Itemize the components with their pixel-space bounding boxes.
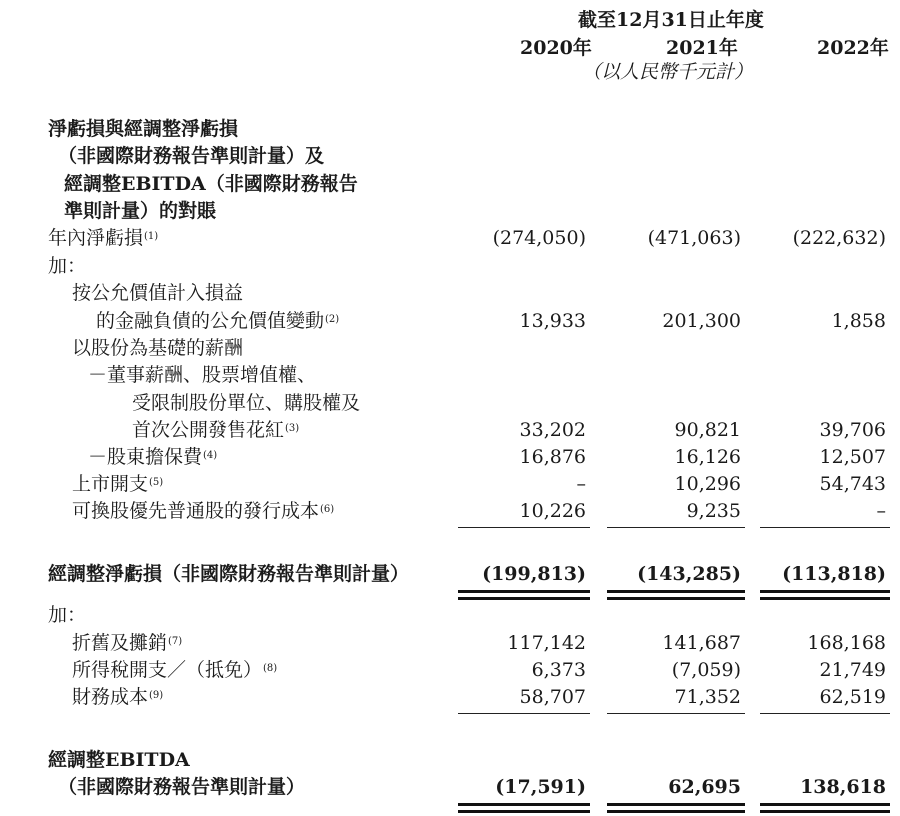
- finance-cost-note: (9): [149, 690, 164, 701]
- depreciation-note: (7): [168, 636, 183, 647]
- guarantee-2020: 16,876: [519, 446, 586, 468]
- issuance-2021: 9,235: [686, 500, 741, 522]
- ebitda-subtotal-rule-2020: [458, 713, 590, 714]
- ebitda-double-rule-bottom-2022: [760, 810, 890, 813]
- fvtpl-2022: 1,858: [831, 310, 886, 332]
- guarantee-label: －股東擔保費$^{(4)}$: [88, 446, 218, 468]
- listing-2020: –: [576, 473, 586, 495]
- issuance-note: (6): [320, 504, 335, 515]
- guarantee-note: (4): [203, 450, 218, 461]
- adj-ebitda-label-line-2: （非國際財務報告準則計量）: [58, 776, 306, 798]
- ebitda-double-rule-bottom-2020: [458, 810, 590, 813]
- listing-2021: 10,296: [674, 473, 741, 495]
- depreciation-2022: 168,168: [807, 632, 886, 654]
- double-rule-top-2020: [458, 590, 590, 593]
- listing-label: 上市開支$^{(5)}$: [72, 473, 164, 495]
- listing-note: (5): [149, 477, 164, 488]
- guarantee-2022: 12,507: [819, 446, 886, 468]
- net-loss-2021: (471,063): [647, 227, 741, 249]
- adj-ebitda-2020: (17,591): [495, 776, 586, 798]
- director-comp-note: (3): [285, 423, 300, 434]
- depreciation-label: 折舊及攤銷$^{(7)}$: [72, 632, 183, 654]
- ebitda-subtotal-rule-2022: [760, 713, 890, 714]
- director-comp-label-line-2: 受限制股份單位、購股權及: [132, 392, 361, 414]
- subtotal-rule-2022: [760, 527, 890, 528]
- net-loss-label: 年內淨虧損$^{(1)}$: [48, 227, 159, 249]
- double-rule-bottom-2021: [607, 597, 745, 600]
- add-label-1: 加：: [48, 255, 87, 277]
- guarantee-2021: 16,126: [674, 446, 741, 468]
- ebitda-double-rule-top-2020: [458, 803, 590, 806]
- depreciation-2021: 141,687: [662, 632, 741, 654]
- net-loss-2022: (222,632): [792, 227, 886, 249]
- income-tax-label: 所得稅開支／（抵免）$^{(8)}$: [72, 659, 278, 681]
- director-comp-2021: 90,821: [674, 419, 741, 441]
- adj-net-loss-2021: (143,285): [637, 563, 741, 585]
- adj-ebitda-2022: 138,618: [800, 776, 886, 798]
- year-2020-header: 2020年: [520, 37, 592, 59]
- fvtpl-label-line-2: 的金融負債的公允價值變動$^{(2)}$: [96, 310, 340, 332]
- year-2022-header: 2022年: [817, 37, 889, 59]
- section-title-line-4: 準則計量）的對賬: [64, 200, 217, 222]
- income-tax-note: (8): [263, 663, 278, 674]
- issuance-label: 可換股優先普通股的發行成本$^{(6)}$: [72, 500, 335, 522]
- unit-note: （以人民幣千元計）: [582, 61, 754, 83]
- listing-2022: 54,743: [819, 473, 886, 495]
- issuance-2020: 10,226: [519, 500, 586, 522]
- adj-net-loss-2020: (199,813): [482, 563, 586, 585]
- double-rule-bottom-2020: [458, 597, 590, 600]
- section-title-line-1: 淨虧損與經調整淨虧損: [48, 118, 239, 140]
- share-comp-label: 以股份為基礎的薪酬: [72, 337, 244, 359]
- ebitda-double-rule-bottom-2021: [607, 810, 745, 813]
- double-rule-top-2022: [760, 590, 890, 593]
- adj-ebitda-2021: 62,695: [668, 776, 741, 798]
- ebitda-subtotal-rule-2021: [607, 713, 745, 714]
- depreciation-2020: 117,142: [507, 632, 586, 654]
- ebitda-double-rule-top-2022: [760, 803, 890, 806]
- director-comp-label-line-1: －董事薪酬、股票增值權、: [88, 364, 317, 386]
- double-rule-top-2021: [607, 590, 745, 593]
- section-title-line-3: 經調整EBITDA（非國際財務報告: [64, 173, 358, 195]
- net-loss-note: (1): [144, 231, 159, 242]
- director-comp-2020: 33,202: [519, 419, 586, 441]
- finance-cost-label: 財務成本$^{(9)}$: [72, 686, 164, 708]
- fvtpl-2021: 201,300: [662, 310, 741, 332]
- adj-ebitda-label-line-1: 經調整EBITDA: [48, 749, 190, 771]
- year-2021-header: 2021年: [666, 37, 738, 59]
- income-tax-2020: 6,373: [531, 659, 586, 681]
- director-comp-2022: 39,706: [819, 419, 886, 441]
- adj-net-loss-2022: (113,818): [782, 563, 886, 585]
- fvtpl-label-line-1: 按公允價值計入損益: [72, 282, 244, 304]
- finance-cost-2020: 58,707: [519, 686, 586, 708]
- section-title-line-2: （非國際財務報告準則計量）及: [58, 145, 325, 167]
- subtotal-rule-2021: [607, 527, 745, 528]
- director-comp-label-line-3: 首次公開發售花紅$^{(3)}$: [132, 419, 300, 441]
- income-tax-2022: 21,749: [819, 659, 886, 681]
- net-loss-2020: (274,050): [492, 227, 586, 249]
- adj-net-loss-label: 經調整淨虧損（非國際財務報告準則計量）: [48, 563, 410, 585]
- subtotal-rule-2020: [458, 527, 590, 528]
- finance-cost-2021: 71,352: [674, 686, 741, 708]
- ebitda-double-rule-top-2021: [607, 803, 745, 806]
- fvtpl-2020: 13,933: [519, 310, 586, 332]
- double-rule-bottom-2022: [760, 597, 890, 600]
- issuance-2022: –: [876, 500, 886, 522]
- add-label-2: 加：: [48, 604, 87, 626]
- income-tax-2021: (7,059): [671, 659, 741, 681]
- finance-cost-2022: 62,519: [819, 686, 886, 708]
- period-header: 截至12月31日止年度: [578, 9, 764, 31]
- fvtpl-note: (2): [325, 314, 340, 325]
